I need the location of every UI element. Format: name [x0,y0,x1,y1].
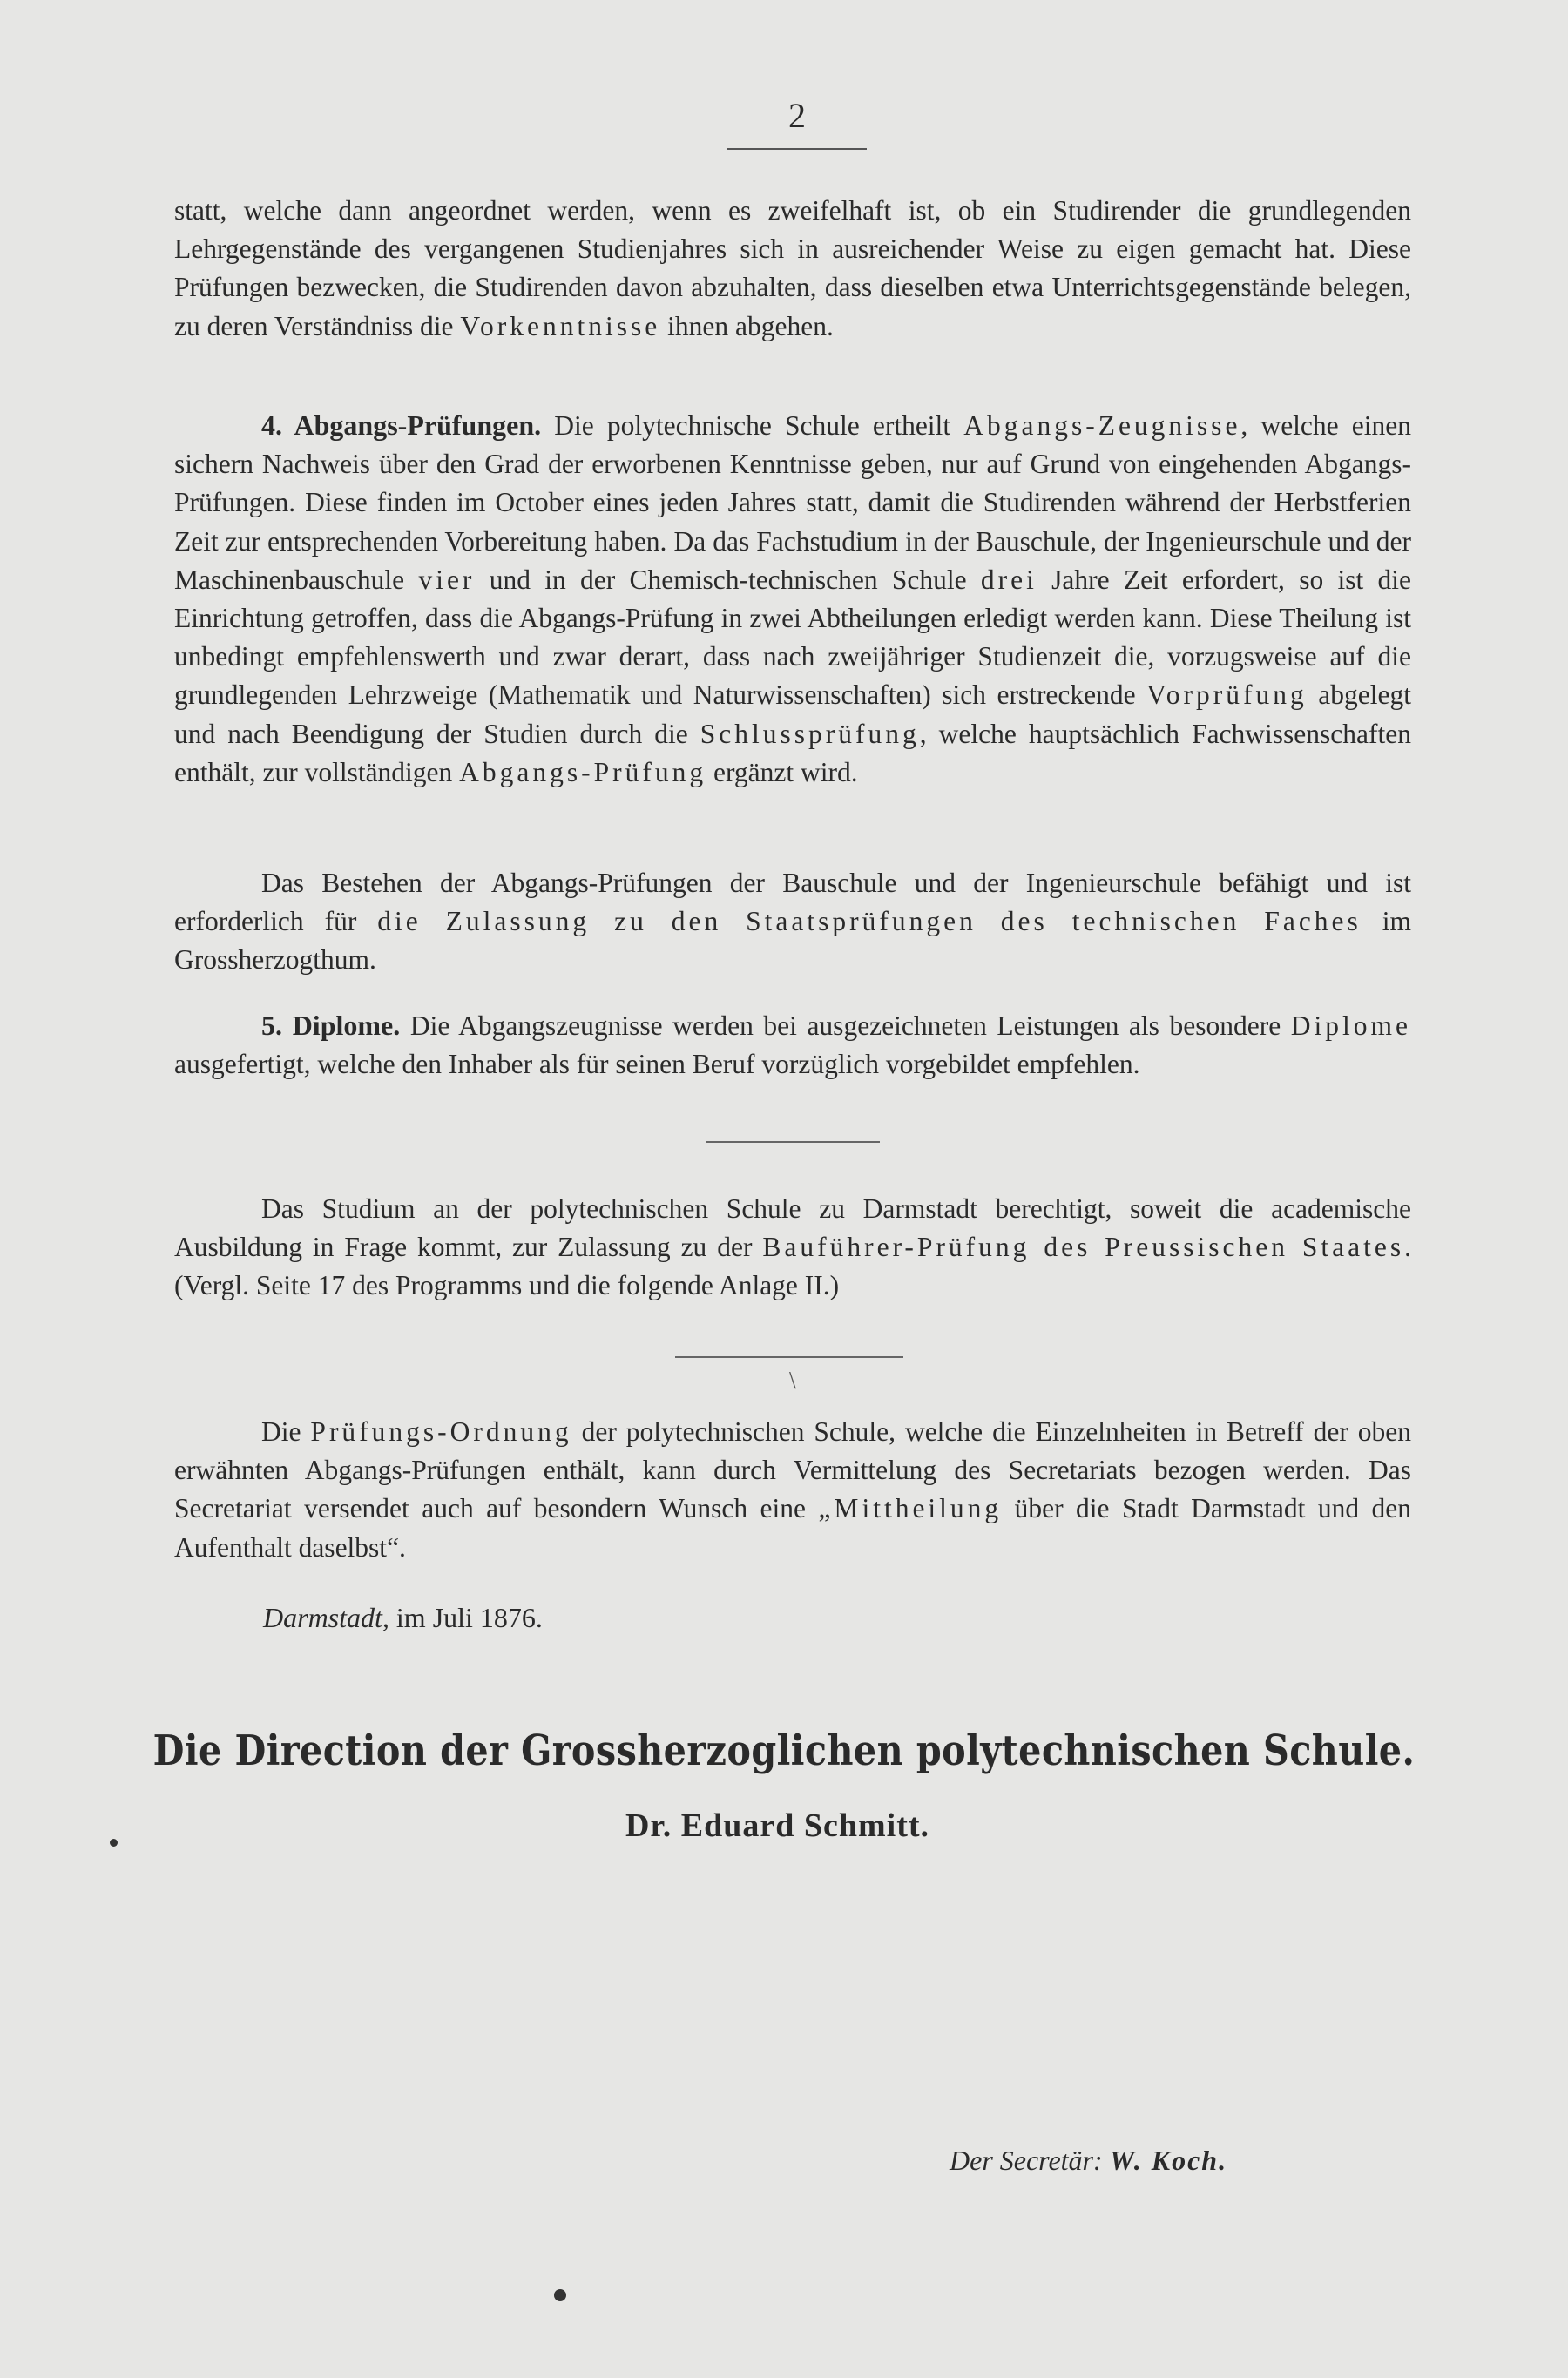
section-diplome [174,1006,1411,1084]
text-run: . (Vergl. Seite 17 des Programms und die folgende Anlage II.) [174,1232,1411,1301]
secretary-signature [950,2141,1227,2179]
spaced-text: Abgangs-Prüfung [459,756,707,787]
place-date-line [263,1598,543,1637]
spaced-text: Abgangs-Zeugnisse [963,410,1241,441]
section-heading: 4. Abgangs-Prüfungen. [261,409,542,441]
text-run: Jahre Zeit erfordert, so ist die Einrichtung getroffen, dass die Abgangs-Prüfung in zwei Abtheilungen erledigt werden kann. Diese Theilung ist unbedingt empfehlenswerth und zwar derart, dass nach zweijähriger Studienzeit die, vorzugsweise auf die grundlegenden Lehrzweige (Mathematik und Naturwissenschaften) sich erstreckende [174,564,1411,711]
text-run: ergänzt wird. [706,756,858,787]
direction-title: Die Direction der Grossherzoglichen polytechnischen Schule. [152,1726,1416,1775]
paragraph-pruefungen-intro [174,192,1411,346]
secretary-name: W. Koch. [1109,2145,1228,2176]
text-run: ausgefertigt, welche den Inhaber als für seinen Beruf vorzüglich vorgebildet empfehlen. [174,1049,1140,1080]
text-run: Die polytechnische Schule ertheilt [541,410,964,441]
divider-rule [675,1356,903,1358]
text-run: Die [261,1416,311,1447]
text-run: Die Abgangszeugnisse werden bei ausgezeichneten Leistungen als besondere [400,1010,1291,1041]
spaced-text: Vorkenntnisse [460,310,661,341]
spaced-text: Diplome [1290,1010,1411,1041]
paragraph-studium [174,1190,1411,1306]
paragraph-bestehen [174,864,1411,980]
spaced-text: Bauführer-Prüfung des Preussischen Staates [762,1232,1405,1263]
spaced-text: die Zulassung zu den Staatsprüfungen des technischen Faches [377,906,1362,937]
print-speck [554,2289,566,2301]
text-run: ihnen abgehen. [660,310,834,341]
spaced-text: Vorprüfung [1146,679,1308,711]
text-run: und in der Chemisch-technischen Schule [475,564,981,595]
spaced-text: vier [418,564,476,595]
divider-rule [706,1141,880,1143]
print-speck [110,1839,118,1847]
text-run: über die Stadt Darmstadt und den Aufenthalt daselbst“. [174,1493,1411,1563]
section-heading: 5. Diplome. [261,1010,401,1041]
spaced-text: „Mittheilung [818,1493,1003,1524]
secretary-label: Der Secretär: [950,2145,1103,2176]
spaced-text: drei [980,564,1037,595]
page-number: 2 [788,96,806,135]
page-number-rule [727,148,867,150]
text-run: Das Studium an der polytechnischen Schule zu Darmstadt berechtigt, soweit die academische Ausbildung in Frage kommt, zur Zulassung zu der [174,1193,1411,1263]
spaced-text: Prüfungs-Ordnung [310,1416,572,1447]
text-run: der polytechnischen Schule, welche die Einzelnheiten in Betreff der oben erwähnten Abgangs-Prüfungen enthält, kann durch Vermittelung des Secretariats bezogen werden. Das Secretariat versendet auch auf besondern Wunsch eine [174,1416,1411,1524]
text-run: Das Bestehen der Abgangs-Prüfungen der Bauschule und der Ingenieurschule befähigt und ist erforderlich für [174,868,1411,937]
section-abgangs-pruefungen [174,406,1411,792]
date-text: im Juli 1876. [389,1602,543,1633]
place-name: Darmstadt, [263,1602,389,1633]
text-run: im Grossherzogthum. [174,906,1411,976]
print-mark: \ [789,1368,796,1395]
spaced-text: Schlussprüfung [700,718,920,749]
text-run: abgelegt und nach Beendigung der Studien durch die [174,679,1411,749]
paragraph-pruefungs-ordnung [174,1413,1411,1567]
text-run: , welche hauptsächlich Fachwissenschaften enthält, zur vollständigen [174,718,1411,787]
director-name: Dr. Eduard Schmitt. [625,1807,930,1844]
text-run: statt, welche dann angeordnet werden, wenn es zweifelhaft ist, ob ein Studirender die grundlegenden Lehrgegenstände des vergangenen Studienjahres sich in ausreichender Weise zu eigen gemacht hat. Diese Prüfungen bezwecken, die Studirenden davon abzuhalten, dass dieselben etwa Unterrichtsgegenstände belegen, zu deren Verständniss die [174,195,1411,341]
text-run: , welche einen sichern Nachweis über den Grad der erworbenen Kenntnisse geben, nur auf Grund von eingehenden Abgangs-Prüfungen. Diese finden im October eines jeden Jahres statt, damit die Studirenden während der Herbstferien Zeit zur entsprechenden Vorbereitung haben. Da das Fachstudium in der Bauschule, der Ingenieurschule und der Maschinenbauschule [174,410,1411,595]
